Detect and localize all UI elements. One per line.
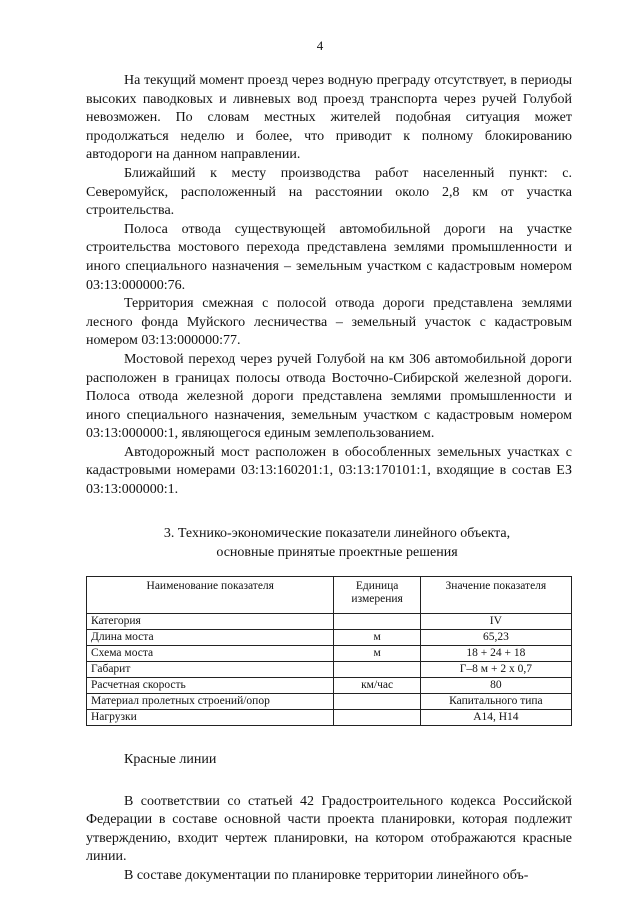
subheading-red-lines: Красные линии: [124, 751, 217, 767]
table-cell: 18 + 24 + 18: [420, 645, 571, 661]
table-row: [87, 613, 572, 629]
table-row: [87, 677, 572, 693]
table-row: [87, 693, 572, 709]
section-heading: [86, 524, 572, 562]
table-cell: Длина моста: [87, 629, 334, 645]
table-cell: Материал пролетных строений/опор: [87, 693, 334, 709]
paragraph: Мостовой переход через ручей Голубой на км 306 автомобильной дороги расположен в границах полосы отвода Восточно-Сибирской железной дороги. Полоса отвода железной дороги представлена землями промышленности и иного специального назначения, земельным участком с кадастровым номером 03:13:000000:1, являющегося единым землепользованием.: [86, 351, 572, 442]
table-cell: 65,23: [420, 629, 571, 645]
table-cell: км/час: [334, 677, 420, 693]
column-header: Наименование показателя: [87, 576, 334, 613]
paragraph: Ближайший к месту производства работ населенный пункт: с. Северомуйск, расположенный на расстоянии около 2,8 км от участка строительства.: [86, 165, 572, 219]
table-cell: А14, Н14: [420, 709, 571, 725]
table-cell: Расчетная скорость: [87, 677, 334, 693]
table-cell: [334, 693, 420, 709]
table-cell: IV: [420, 613, 571, 629]
section-heading-line: 3. Технико-экономические показатели линейного объекта,: [163, 525, 511, 541]
paragraph: В составе документации по планировке территории линейного объ-: [124, 868, 529, 884]
table-cell: Нагрузки: [87, 709, 334, 725]
paragraph: В соответствии со статьей 42 Градостроительного кодекса Российской Федерации в составе основной части проекта планировки, которая подлежит утверждению, входит чертеж планировки, на котором отображаются красные линии.: [86, 793, 572, 865]
paragraph: На текущий момент проезд через водную преграду отсутствует, в периоды высоких паводковых и ливневых вод проезд транспорта через ручей Голубой невозможен. По словам местных жителей подобная ситуация может продолжаться неделю и более, что приводит к полному блокированию автодороги на данном направлении.: [86, 73, 572, 163]
paragraph: Территория смежная с полосой отвода дороги представлена землями лесного фонда Муйского лесничества – земельный участок с кадастровым номером 03:13:000000:77.: [86, 296, 572, 349]
table-cell: м: [334, 645, 420, 661]
table-row: [87, 645, 572, 661]
table-row: [87, 629, 572, 645]
paragraph: Полоса отвода существующей автомобильной дороги на участке строительства мостового перехода представлена землями промышленности и иного специального назначения – земельным участком с кадастровым номером 03:13:000000:76.: [86, 221, 572, 293]
table-cell: Г–8 м + 2 х 0,7: [420, 661, 571, 677]
column-header: Единица измерения: [334, 576, 420, 613]
table-cell: Схема моста: [87, 645, 334, 661]
table-cell: 80: [420, 677, 571, 693]
column-header: Значение показателя: [420, 576, 571, 613]
table-cell: [334, 613, 420, 629]
table-cell: Габарит: [87, 661, 334, 677]
table-cell: Категория: [87, 613, 334, 629]
table-row: [87, 709, 572, 725]
table-cell: м: [334, 629, 420, 645]
page-number: 4: [316, 38, 324, 53]
table-cell: Капитального типа: [420, 693, 571, 709]
table-cell: [334, 661, 420, 677]
indicators-table: [86, 576, 572, 726]
paragraph: Автодорожный мост расположен в обособленных земельных участках с кадастровыми номерами 03:13:160201:1, 03:13:170101:1, входящие в состав ЕЗ 03:13:000000:1.: [86, 444, 572, 498]
table-cell: [334, 709, 420, 725]
document-body: [86, 72, 572, 886]
table-header-row: [87, 576, 572, 613]
section-heading-line: основные принятые проектные решения: [216, 544, 458, 560]
table-row: [87, 661, 572, 677]
